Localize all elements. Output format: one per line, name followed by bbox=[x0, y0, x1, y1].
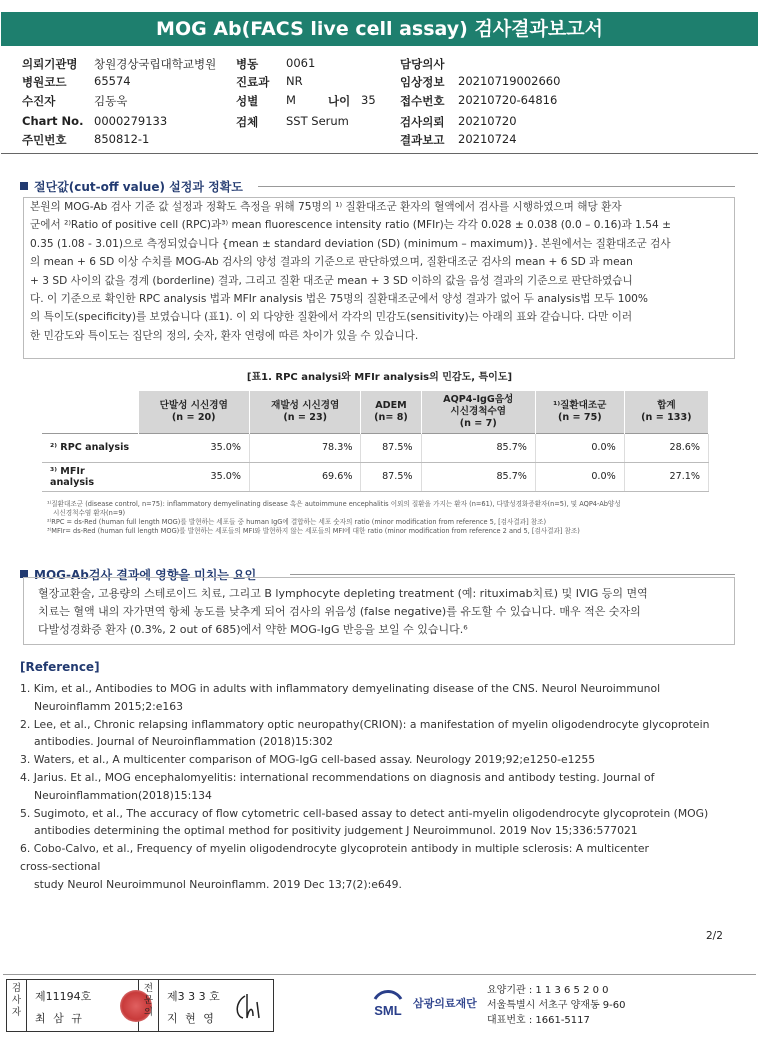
table-row bbox=[42, 462, 709, 491]
table-cell: 85.7% bbox=[421, 433, 535, 462]
org-name: 삼광의료재단 bbox=[413, 997, 477, 1010]
reference-line: 5. Sugimoto, et al., The accuracy of flow cytometric cell-based assay to detect anti-myelin oligodendrocyte glycoprotein (MOG) bbox=[20, 806, 709, 820]
footnote: 시신경척수염 환자(n=9) bbox=[53, 509, 126, 517]
paragraph-line: 본원의 MOG-Ab 검사 기준 값 설정과 정확도 측정을 위해 75명의 ¹⁾ 질환대조군 환자의 혈액에서 검사를 시행하였으며 해당 환자 bbox=[30, 201, 622, 213]
info-row bbox=[22, 132, 252, 150]
age-value: 35 bbox=[361, 93, 376, 107]
info-value: 0061 bbox=[286, 56, 316, 70]
reference-line: 2. Lee, et al., Chronic relapsing inflammatory optic neuropathy(CRION): a manifestation of myelin oligodendrocyte glycoprotein bbox=[20, 717, 710, 731]
info-label: 주민번호 bbox=[22, 133, 67, 147]
paragraph-line: + 3 SD 사이의 값을 경계 (borderline) 결과, 그리고 질환 대조군 mean + 3 SD 이하의 값을 음성 결과의 기준으로 판단하였습니 bbox=[30, 274, 633, 287]
checker-name: 최 삼 규 bbox=[35, 1012, 84, 1025]
table-cell: 78.3% bbox=[249, 433, 360, 462]
info-label: 성별 bbox=[236, 94, 259, 108]
info-label: Chart No. bbox=[22, 114, 84, 128]
info-value: 65574 bbox=[94, 74, 131, 88]
info-value: NR bbox=[286, 74, 303, 88]
column-header: ¹⁾질환대조군 (n = 75) bbox=[535, 391, 624, 433]
info-row bbox=[400, 132, 600, 150]
reference-heading: [Reference] bbox=[20, 660, 100, 674]
checker-label: 검사자 bbox=[7, 980, 27, 1031]
column-header: 재발성 시신경염 (n = 23) bbox=[249, 391, 360, 433]
specialist-name: 지 현 영 bbox=[167, 1012, 216, 1025]
info-label: 진료과 bbox=[236, 75, 270, 89]
info-row bbox=[22, 56, 252, 74]
row-label: ³⁾ MFIr analysis bbox=[42, 462, 138, 491]
reference-line: study Neurol Neuroimmunol Neuroinflamm. 2019 Dec 13;7(2):e649. bbox=[34, 877, 402, 891]
square-bullet-icon bbox=[20, 182, 28, 190]
table-cell: 27.1% bbox=[624, 462, 708, 491]
info-row bbox=[22, 114, 252, 132]
info-row bbox=[236, 114, 386, 132]
info-value: 850812-1 bbox=[94, 132, 150, 146]
info-label: 병원코드 bbox=[22, 75, 67, 89]
table-cell: 0.0% bbox=[535, 433, 624, 462]
info-row bbox=[400, 114, 600, 132]
reference-line: 4. Jarius. Et al., MOG encephalomyelitis: international recommendations on diagnosis and antibody testing. Journal of bbox=[20, 770, 655, 784]
table-title: [표1. RPC analysi와 MFIr analysis의 민감도, 특이도] bbox=[246, 372, 513, 383]
info-row bbox=[236, 93, 406, 111]
table-footnotes bbox=[47, 500, 717, 536]
paragraph-line: 한 민감도와 특이도는 집단의 정의, 숫자, 환자 연령에 따른 차이가 있을 수 있습니다. bbox=[30, 329, 419, 342]
column-header: 단발성 시신경염 (n = 20) bbox=[138, 391, 249, 433]
info-label: 임상정보 bbox=[400, 75, 445, 89]
section-heading-text: MOG-Ab검사 결과에 영향을 미치는 요인 bbox=[34, 568, 257, 582]
info-label: 검사의뢰 bbox=[400, 115, 445, 129]
factors-paragraph bbox=[38, 585, 728, 639]
checker-cell bbox=[27, 980, 139, 1031]
sml-logo-icon bbox=[369, 987, 407, 1021]
signature-icon bbox=[231, 988, 267, 1024]
table-cell: 87.5% bbox=[361, 462, 421, 491]
reference-list bbox=[20, 680, 720, 894]
info-row bbox=[400, 93, 600, 111]
info-row bbox=[400, 74, 600, 92]
info-row bbox=[400, 56, 600, 74]
reference-line: cross-sectional bbox=[20, 859, 101, 873]
info-value: 김동욱 bbox=[94, 94, 128, 108]
info-value: 20210719002660 bbox=[458, 74, 561, 88]
table-row bbox=[42, 433, 709, 462]
header-divider bbox=[1, 153, 758, 154]
reference-line: 6. Cobo-Calvo, et al., Frequency of myelin oligodendrocyte glycoprotein antibody in multiple sclerosis: A multicenter bbox=[20, 842, 649, 856]
specialist-cell bbox=[159, 980, 273, 1031]
reference-line: antibodies. Journal of Neuroinflammation (2018)15:302 bbox=[34, 735, 334, 749]
paragraph-line: 의 mean + 6 SD 이상 수치를 MOG-Ab 검사의 양성 결과의 기준으로 판단하였으며, 질환대조군 검사의 mean + 6 SD 과 mean bbox=[30, 256, 633, 269]
footer bbox=[3, 974, 756, 1035]
paragraph-line: 치료는 혈액 내의 자가면역 항체 농도를 낮추게 되어 검사의 위음성 (false negative)를 유도할 수 있습니다. 매우 적은 숫자의 bbox=[38, 605, 641, 618]
footnote: ¹⁾질환대조군 (disease control, n=75): inflammatory demyelinating disease 혹은 autoimmune encephalitis 이외의 질환을 가지는 환자 (n=61), 다발성경화증환자(n=5), 및 AQP4-Ab양성 bbox=[47, 500, 621, 508]
info-row bbox=[236, 56, 386, 74]
section-rule bbox=[258, 186, 735, 187]
paragraph-line: 혈장교환술, 고용량의 스테로이드 치료, 그리고 B lymphocyte depleting treatment (예: rituximab치료) 및 IVIG 등의 면역 bbox=[38, 587, 648, 600]
checker-number: 제11194호 bbox=[35, 990, 92, 1003]
cutoff-paragraph bbox=[30, 198, 726, 345]
info-label: 결과보고 bbox=[400, 133, 445, 147]
paragraph-line: 다. 이 기준으로 확인한 RPC analysis 법과 MFIr analysis 법은 75명의 질환대조군에서 양성 결과가 없어 두 analysis법 모두 100% bbox=[30, 293, 648, 306]
info-label: 담당의사 bbox=[400, 57, 445, 71]
info-label: 수진자 bbox=[22, 94, 56, 108]
column-header: 합계 (n = 133) bbox=[624, 391, 708, 433]
contact-line: 대표번호 : 1661-5117 bbox=[487, 1015, 590, 1026]
signature-box bbox=[6, 979, 274, 1032]
contact-line: 요양기관 : 1 1 3 6 5 2 0 0 bbox=[487, 985, 609, 996]
specialist-label: 전문의 bbox=[139, 980, 159, 1031]
reference-line: 3. Waters, et al., A multicenter comparison of MOG-IgG cell-based assay. Neurology 2019;92;e1250-e1255 bbox=[20, 753, 596, 767]
section-rule bbox=[290, 574, 735, 575]
info-row bbox=[236, 74, 386, 92]
table-cell: 69.6% bbox=[249, 462, 360, 491]
table-corner bbox=[42, 391, 138, 433]
info-value: SST Serum bbox=[286, 114, 349, 128]
reference-line: Neuroinflamm 2015;2:e163 bbox=[34, 699, 183, 713]
report-title: MOG Ab(FACS live cell assay) 검사결과보고서 bbox=[1, 12, 758, 46]
column-header: ADEM (n= 8) bbox=[361, 391, 421, 433]
reference-line: antibodies determining the optimal method for positivity judgement J Neuroimmunol. 2019 Nov 15;336:577021 bbox=[34, 824, 638, 838]
column-header: AQP4-IgG음성 시신경척수염 (n = 7) bbox=[421, 391, 535, 433]
info-value: M bbox=[286, 93, 296, 107]
paragraph-line: 의 특이도(specificity)를 보였습니다 (표1). 이 외 다양한 질환에서 각각의 민감도(sensitivity)는 아래의 표와 같습니다. 다만 이러 bbox=[30, 311, 633, 324]
footnote: ³⁾MFIr= ds-Red (human full length MOG)를 발현하는 세포들의 MFI와 발현하지 않는 세포들의 MFI에 대한 ratio (minor modification from reference 2 and 5, [검사결과] 참조) bbox=[47, 527, 580, 535]
svg-text:SML: SML bbox=[374, 1003, 402, 1018]
paragraph-line: 다발성경화증 환자 (0.3%, 2 out of 685)에서 약한 MOG-IgG 반응을 보일 수 있습니다.⁶ bbox=[38, 623, 468, 636]
info-row bbox=[22, 93, 252, 111]
table-cell: 0.0% bbox=[535, 462, 624, 491]
info-value: 20210720 bbox=[458, 114, 517, 128]
footnote: ²⁾RPC = ds-Red (human full length MOG)를 발현하는 세포들 중 human IgG에 결합하는 세포 숫자의 ratio (minor modification from reference 5, [검사결과] 참조) bbox=[47, 518, 547, 526]
reference-line: Neuroinflammation(2018)15:134 bbox=[34, 788, 212, 802]
info-value: 20210720-64816 bbox=[458, 93, 558, 107]
contact-info bbox=[487, 983, 626, 1028]
contact-line: 서울특별시 서초구 양재동 9-60 bbox=[487, 1000, 626, 1011]
section-heading-text: 절단값(cut-off value) 설정과 정확도 bbox=[34, 180, 243, 194]
age-label: 나이 bbox=[328, 94, 351, 108]
info-value: 창원경상국립대학교병원 bbox=[94, 57, 217, 71]
table-cell: 85.7% bbox=[421, 462, 535, 491]
table-cell: 28.6% bbox=[624, 433, 708, 462]
info-label: 접수번호 bbox=[400, 94, 445, 108]
table-cell: 87.5% bbox=[361, 433, 421, 462]
paragraph-line: 군에서 ²⁾Ratio of positive cell (RPC)과³⁾ mean fluorescence intensity ratio (MFIr)는 각각 0.028 ± 0.038 (0.0 – 0.16)과 1.54 ± bbox=[30, 219, 671, 232]
page-number: 2/2 bbox=[706, 930, 723, 942]
info-value: 20210724 bbox=[458, 132, 517, 146]
section-heading-cutoff bbox=[20, 178, 243, 195]
paragraph-line: 0.35 (1.08 - 3.01)으로 측정되었습니다 {mean ± standard deviation (SD) (minimum – maximum)}. 본원에서는 질환대조군 검사 bbox=[30, 237, 671, 250]
info-value: 0000279133 bbox=[94, 114, 168, 128]
sensitivity-table bbox=[42, 391, 709, 492]
specialist-number: 제3 3 3 호 bbox=[167, 990, 220, 1003]
info-label: 병동 bbox=[236, 57, 259, 71]
reference-line: 1. Kim, et al., Antibodies to MOG in adults with inflammatory demyelinating disease of the CNS. Neurol Neuroimmunol bbox=[20, 682, 661, 695]
info-label: 검체 bbox=[236, 115, 259, 129]
info-label: 의뢰기관명 bbox=[22, 57, 78, 71]
info-row bbox=[22, 74, 252, 92]
table-cell: 35.0% bbox=[138, 462, 249, 491]
table-cell: 35.0% bbox=[138, 433, 249, 462]
row-label: ²⁾ RPC analysis bbox=[42, 433, 138, 462]
